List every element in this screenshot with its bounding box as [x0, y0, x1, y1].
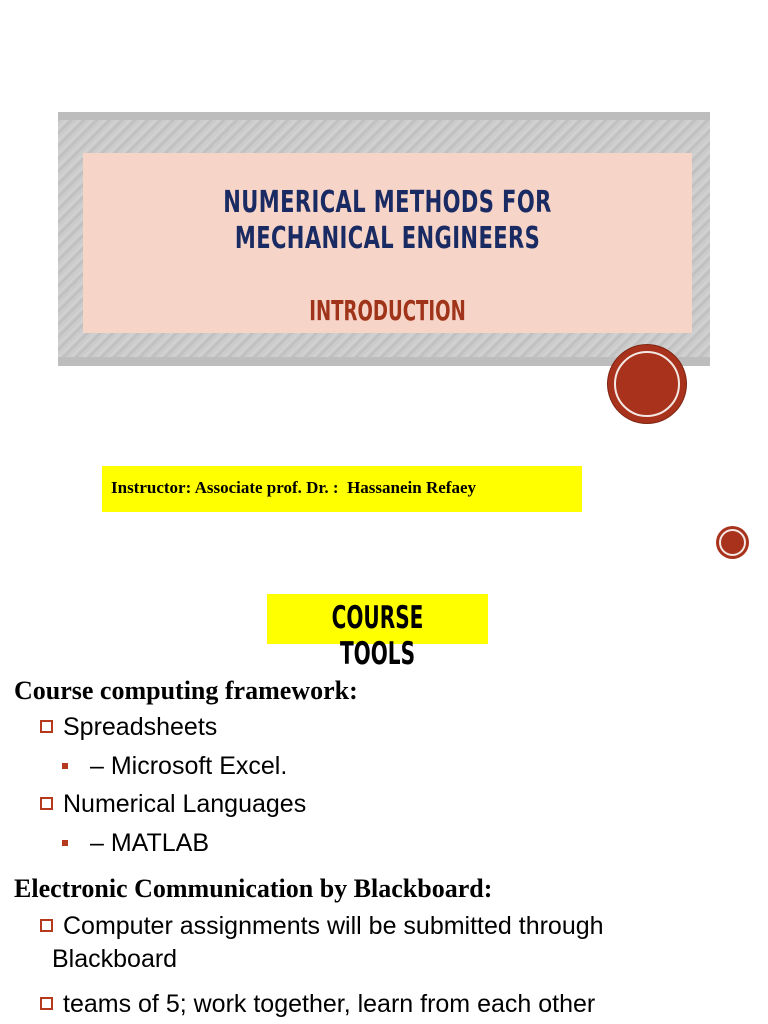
checkbox-bullet-icon: [40, 797, 53, 810]
sub-list-item-label: – MATLAB: [90, 829, 210, 857]
list-item: [40, 912, 604, 941]
decorative-circle-small: [716, 526, 749, 559]
list-item: [40, 990, 595, 1019]
list-item-label: Numerical Languages: [63, 790, 307, 818]
list-item-label: teams of 5; work together, learn from each other: [63, 990, 596, 1018]
course-tools-heading: COURSE TOOLS: [331, 600, 424, 672]
decorative-circle-large: [608, 345, 686, 423]
framework-heading: Course computing framework:: [14, 676, 358, 705]
sub-list-item: [62, 752, 287, 781]
course-tools-banner: [267, 594, 488, 672]
list-item-label: Spreadsheets: [63, 713, 218, 741]
checkbox-bullet-icon: [40, 997, 53, 1010]
instructor-text: Instructor: Associate prof. Dr. : Hassanein Refaey: [111, 478, 476, 497]
square-bullet-icon: [62, 763, 68, 769]
list-item-continuation: Blackboard: [52, 945, 178, 973]
title-box: [83, 153, 692, 333]
list-item-label: Computer assignments will be submitted through: [63, 912, 604, 940]
frame-top-border: [58, 112, 710, 120]
checkbox-bullet-icon: [40, 720, 53, 733]
checkbox-bullet-icon: [40, 919, 53, 932]
square-bullet-icon: [62, 840, 68, 846]
sub-list-item: [62, 829, 209, 858]
communication-heading: Electronic Communication by Blackboard:: [14, 874, 493, 903]
instructor-banner: [102, 466, 582, 512]
slide-title: NUMERICAL METHODS FOR MECHANICAL ENGINEERS: [223, 185, 552, 256]
list-item: [40, 713, 217, 742]
sub-list-item-label: – Microsoft Excel.: [90, 752, 288, 780]
slide-subtitle: INTRODUCTION: [309, 294, 466, 327]
list-item: [40, 790, 306, 819]
